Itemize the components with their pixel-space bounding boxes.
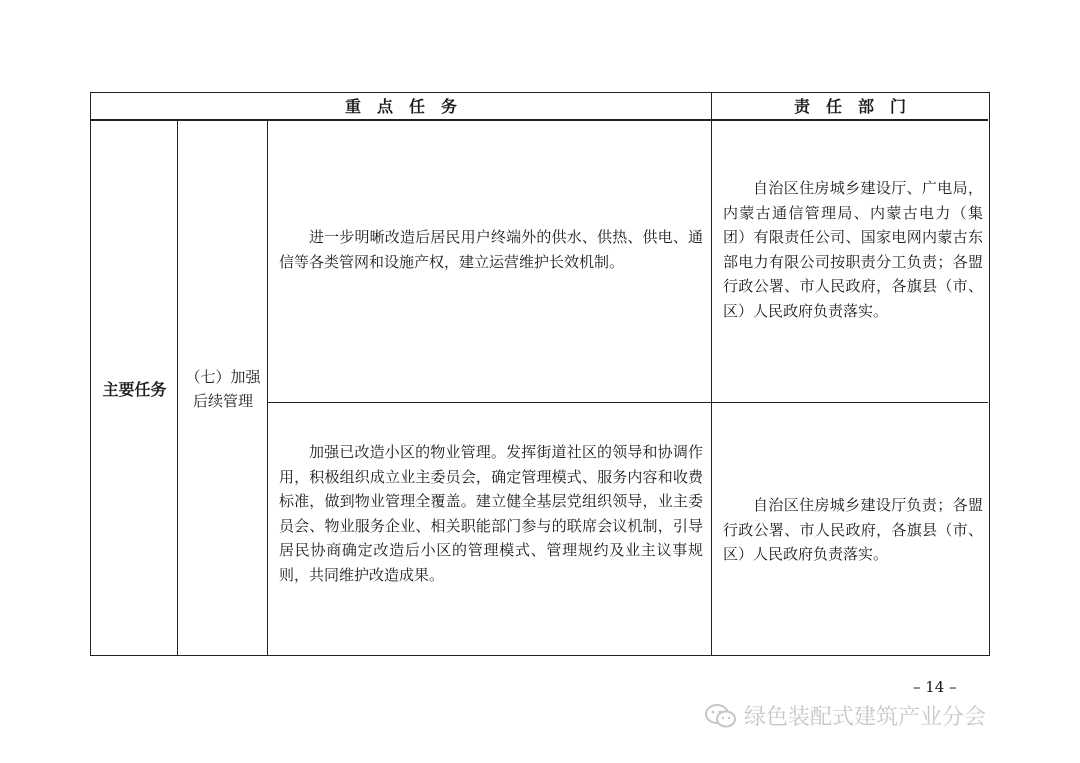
task-cell-1: 进一步明晰改造后居民用户终端外的供水、供热、供电、通信等各类管网和设施产权，建立运营维护长效机制。 [279, 228, 703, 271]
task-table [90, 92, 990, 656]
column-divider-3 [711, 93, 712, 655]
header-key-tasks: 重 点 任 务 [344, 97, 457, 116]
watermark-text: 绿色装配式建筑产业分会 [744, 705, 987, 730]
subcategory-cell [178, 120, 268, 657]
subcategory-line-1: （七）加强 [185, 367, 261, 386]
subcategory-line-2: 后续管理 [192, 391, 253, 410]
header-responsible-dept: 责 任 部 门 [793, 97, 906, 116]
watermark [704, 700, 986, 731]
task-cell-2: 加强已改造小区的物业管理。发挥街道社区的领导和协调作用，积极组织成立业主委员会，确定管理模式、服务内容和收费标准，做到物业管理全覆盖。建立健全基层党组织领导，业主委员会、物业服务企业、相关职能部门参与的联席会议机制，引导居民协商确定改造后小区的管理模式、管理规约及业主议事规则，共同维护改造成果。 [279, 443, 703, 584]
dept-cell-2: 自治区住房城乡建设厅负责；各盟行政公署、市人民政府，各旗县（市、区）人民政府负责落实。 [723, 496, 983, 563]
category-main-tasks: 主要任务 [102, 380, 167, 399]
wechat-icon [704, 702, 738, 730]
dept-cell-1: 自治区住房城乡建设厅、广电局，内蒙古通信管理局、内蒙古电力（集团）有限责任公司、国家电网内蒙古东部电力有限公司按职责分工负责；各盟行政公署、市人民政府，各旗县（市、区）人民政府负责落实。 [723, 179, 983, 320]
row-divider [268, 402, 988, 403]
page-number: – 14 – [913, 678, 957, 696]
